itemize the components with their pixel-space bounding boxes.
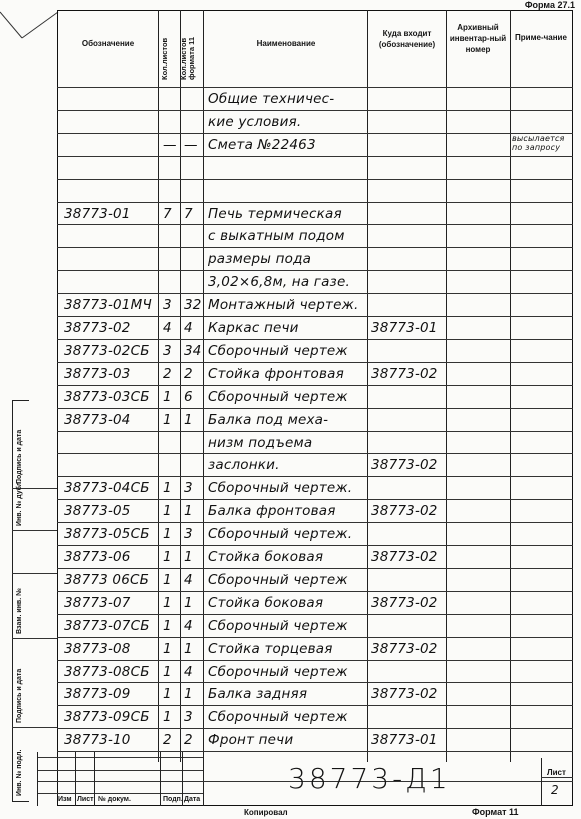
form-format-bottom: Формат 11 xyxy=(472,807,519,817)
row-name: Общие техничес- xyxy=(208,91,335,107)
row-format-sheet-count: 3 xyxy=(184,480,193,497)
header-designation: Обозначение xyxy=(81,39,135,48)
row-designation: 38773-03СБ xyxy=(64,388,150,405)
row-where-used: 38773-01 xyxy=(371,732,438,749)
stamp-v-2 xyxy=(75,752,76,806)
row-format-sheet-count: 7 xyxy=(184,205,193,222)
row-rule xyxy=(57,408,573,409)
row-designation: 38773-07СБ xyxy=(64,617,150,634)
row-name: Печь термическая xyxy=(208,205,342,222)
row-rule xyxy=(57,270,573,271)
row-sheet-count: 1 xyxy=(163,571,172,588)
row-designation: 38773-08СБ xyxy=(64,663,150,680)
row-name: Смета №22463 xyxy=(208,136,316,153)
row-where-used: 38773-02 xyxy=(371,594,438,611)
row-name: с выкатным подом xyxy=(208,228,345,245)
header-name: Наименование xyxy=(256,39,316,48)
header-note: Приме-чание xyxy=(515,33,567,42)
row-rule xyxy=(57,293,573,294)
row-rule xyxy=(57,637,573,638)
row-rule xyxy=(57,431,573,432)
row-rule xyxy=(57,728,573,729)
row-rule xyxy=(57,453,573,454)
row-where-used: 38773-02 xyxy=(371,686,438,703)
stamp-v-1 xyxy=(37,752,38,806)
strip-line-5 xyxy=(12,727,57,728)
row-sheet-count: 1 xyxy=(163,663,172,680)
row-rule xyxy=(57,614,573,615)
row-designation: 38773-03 xyxy=(64,365,131,382)
row-name: Сборочный чертеж xyxy=(208,342,348,359)
side-label-dup-inventory: Инв. № дубл. xyxy=(16,479,23,526)
row-sheet-count: 1 xyxy=(163,526,172,543)
stamp-date: Дата xyxy=(184,796,201,803)
row-rule xyxy=(57,362,573,363)
row-rule xyxy=(57,705,573,706)
row-designation: 38773-08 xyxy=(64,640,131,657)
row-sheet-count: — xyxy=(163,136,177,153)
row-format-sheet-count: 2 xyxy=(184,732,193,749)
row-designation: 38773-06 xyxy=(64,549,131,565)
row-designation: 38773-09СБ xyxy=(64,709,150,726)
row-name: размеры пода xyxy=(208,251,312,268)
row-format-sheet-count: 1 xyxy=(184,503,193,520)
side-label-signature-date-1: Подпись и дата xyxy=(16,429,23,484)
stamp-izm: Изм xyxy=(58,796,72,803)
row-designation: 38773-05 xyxy=(64,503,131,520)
corner-fold-line xyxy=(0,0,60,40)
row-sheet-count: 3 xyxy=(163,297,172,314)
form-number-top: Форма 27.1 xyxy=(524,0,575,10)
row-name: заслонки. xyxy=(208,457,280,474)
row-name: Балка под меха- xyxy=(208,411,329,428)
row-rule xyxy=(57,568,573,569)
stamp-sheet-divider xyxy=(541,777,573,778)
row-name: Сборочный чертеж xyxy=(208,388,348,405)
stamp-line-2 xyxy=(37,770,203,771)
row-sheet-count: 1 xyxy=(163,480,172,497)
row-where-used: 38773-02 xyxy=(371,457,438,474)
row-format-sheet-count: 3 xyxy=(184,709,193,726)
stamp-line-4 xyxy=(37,793,203,794)
row-name: 3,02×6,8м, на газе. xyxy=(208,274,350,291)
stamp-sheet-number: 2 xyxy=(551,783,559,797)
stamp-doc-no: № докум. xyxy=(98,796,131,803)
row-sheet-count: 1 xyxy=(163,709,172,726)
row-designation: 38773-01 xyxy=(64,205,131,222)
row-rule xyxy=(57,133,573,134)
stamp-list: Лист xyxy=(77,796,94,803)
row-rule xyxy=(57,682,573,683)
row-name: Сборочный чертеж. xyxy=(208,480,353,497)
row-rule xyxy=(57,591,573,592)
row-sheet-count: 2 xyxy=(163,732,172,749)
row-sheet-count: 1 xyxy=(163,686,172,703)
row-where-used: 38773-02 xyxy=(371,549,438,565)
side-label-original-inventory: Инв. № подл. xyxy=(16,749,23,796)
row-name: Стойка торцевая xyxy=(208,640,333,657)
side-label-replacement-inventory: Взам. инв. № xyxy=(16,588,23,634)
document-code: 38773-Д1 xyxy=(288,762,451,795)
side-label-signature-date-2: Подпись и дата xyxy=(16,668,23,723)
row-name: Стойка фронтовая xyxy=(208,365,344,382)
row-name: Монтажный чертеж. xyxy=(208,297,359,314)
strip-line-3 xyxy=(12,573,57,574)
row-designation: 38773-02 xyxy=(64,320,131,336)
stamp-sheet-label: Лист xyxy=(547,768,566,777)
row-where-used: 38773-02 xyxy=(371,640,438,657)
header-sheets: Кол.листов xyxy=(160,37,169,80)
row-format-sheet-count: 4 xyxy=(184,663,193,680)
row-designation: 38773-05СБ xyxy=(64,526,150,543)
col-divider-designation xyxy=(158,10,159,762)
row-sheet-count: 1 xyxy=(163,549,172,565)
col-divider-where xyxy=(446,10,447,762)
row-format-sheet-count: 1 xyxy=(184,594,193,611)
stamp-line-1 xyxy=(37,757,203,758)
row-sheet-count: 1 xyxy=(163,617,172,634)
row-rule xyxy=(57,476,573,477)
row-format-sheet-count: 4 xyxy=(184,320,193,336)
row-designation: 38773-02СБ xyxy=(64,342,150,359)
row-name: Стойка боковая xyxy=(208,549,324,565)
row-name: Фронт печи xyxy=(208,732,294,749)
col-divider-name xyxy=(367,10,368,762)
row-rule xyxy=(57,660,573,661)
row-sheet-count: 3 xyxy=(163,342,172,359)
row-name: Сборочный чертеж xyxy=(208,617,348,634)
row-where-used: 38773-01 xyxy=(371,320,438,336)
row-name: низм подъема xyxy=(208,434,313,451)
row-designation: 38773-07 xyxy=(64,594,131,611)
row-designation: 38773-04СБ xyxy=(64,480,150,497)
row-format-sheet-count: 2 xyxy=(184,365,193,382)
row-name: Сборочный чертеж xyxy=(208,663,348,680)
row-sheet-count: 1 xyxy=(163,388,172,405)
strip-line-2 xyxy=(12,530,57,531)
row-name: кие условия. xyxy=(208,113,302,130)
row-where-used: 38773-02 xyxy=(371,503,438,520)
row-designation: 38773-10 xyxy=(64,732,131,749)
header-where-used: Куда входит (обозначение) xyxy=(378,29,436,49)
row-rule xyxy=(57,751,573,752)
copied-by-label: Копировал xyxy=(244,808,288,817)
stamp-v-4 xyxy=(160,752,161,806)
stamp-v-3 xyxy=(94,752,95,806)
row-sheet-count: 7 xyxy=(163,205,172,222)
row-rule xyxy=(57,385,573,386)
row-format-sheet-count: 4 xyxy=(184,617,193,634)
row-designation: 38773-09 xyxy=(64,686,131,703)
row-rule xyxy=(57,110,573,111)
stamp-v-sheet xyxy=(541,758,542,806)
row-format-sheet-count: 1 xyxy=(184,640,193,657)
row-name: Сборочный чертеж xyxy=(208,709,348,726)
row-sheet-count: 2 xyxy=(163,365,172,382)
row-format-sheet-count: 1 xyxy=(184,686,193,703)
row-name: Балка задняя xyxy=(208,686,308,703)
row-designation: 38773-01МЧ xyxy=(64,297,152,314)
row-format-sheet-count: 1 xyxy=(184,549,193,565)
row-format-sheet-count: 6 xyxy=(184,388,193,405)
row-designation: 38773 06СБ xyxy=(64,571,150,588)
row-sheet-count: 1 xyxy=(163,640,172,657)
col-divider-sheets xyxy=(180,10,181,762)
row-name: Стойка боковая xyxy=(208,594,324,611)
row-name: Сборочный чертеж. xyxy=(208,526,353,543)
row-name: Сборочный чертеж xyxy=(208,571,348,588)
row-note: высылается по запросу xyxy=(512,133,565,152)
row-name: Балка фронтовая xyxy=(208,503,336,520)
row-rule xyxy=(57,156,573,157)
row-rule xyxy=(57,522,573,523)
row-designation: 38773-04 xyxy=(64,411,131,428)
row-where-used: 38773-02 xyxy=(371,365,438,382)
row-format-sheet-count: 34 xyxy=(184,342,202,359)
row-rule xyxy=(57,316,573,317)
row-rule xyxy=(57,339,573,340)
row-sheet-count: 1 xyxy=(163,503,172,520)
row-sheet-count: 1 xyxy=(163,411,172,428)
strip-line-4 xyxy=(12,638,57,639)
row-format-sheet-count: 32 xyxy=(184,297,202,314)
row-rule xyxy=(57,179,573,180)
row-rule xyxy=(57,545,573,546)
header-archive: Архивный инвентар-ный номер xyxy=(449,23,507,54)
row-rule xyxy=(57,224,573,225)
row-rule xyxy=(57,247,573,248)
row-format-sheet-count: 3 xyxy=(184,526,193,543)
stamp-sign: Подп. xyxy=(163,796,183,803)
row-rule xyxy=(57,202,573,203)
row-name: Каркас печи xyxy=(208,320,299,336)
col-divider-archive xyxy=(510,10,511,762)
row-format-sheet-count: 4 xyxy=(184,571,193,588)
row-format-sheet-count: 1 xyxy=(184,411,193,428)
row-rule xyxy=(57,499,573,500)
row-format-sheet-count: — xyxy=(184,136,198,153)
row-sheet-count: 4 xyxy=(163,320,172,336)
row-rule xyxy=(57,87,573,88)
header-sheets-format: Кол.листов формата 11 xyxy=(179,36,196,80)
row-sheet-count: 1 xyxy=(163,594,172,611)
